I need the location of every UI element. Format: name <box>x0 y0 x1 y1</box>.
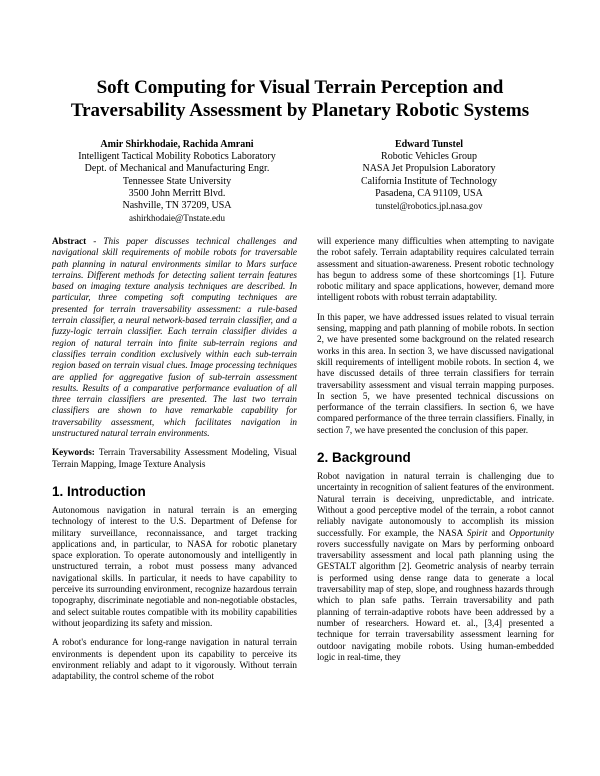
section-heading-background: 2. Background <box>317 450 411 466</box>
keywords-label: Keywords: <box>52 447 95 458</box>
affiliation-line: NASA Jet Propulsion Laboratory <box>362 163 496 175</box>
paragraph: In this paper, we have addressed issues related to visual terrain sensing, mapping and path planning of mobile robots. In section 2, we have presented some background on the related research works in this area. In section 3, we have discussed navigational skill requirements of intelligent mobile robots. In section 4, we have discussed details of three terrain classifiers for terrain traversability assessment and visual terrain mapping purposes. In section 5, we have presented technical discussions on performance of the terrain classifiers. In section 6, we have compared performance of the three terrain classifiers. Finally, in section 7, we have presented the conclusion of this paper. <box>317 311 554 435</box>
paragraph-text: Robot navigation in natural terrain is challenging due to uncertainty in recognition of salient features of the environment. Natural terrain is deceiving, unpredictable, and intricate. Without a good perceptive model of the terrain, a robot cannot reliably navigate autonomously to accomplish its mission successfully. For example, the NASA <box>317 471 555 538</box>
author-name: Edward Tunstel <box>394 139 464 150</box>
abstract-text: - This paper discusses technical challenges and navigational skill requirements of mobile robots for traversable path planning in natural environments similar to Mars surface terrains. Different methods for detecting salient terrain features based on imaging texture analysis techniques are described. In particular, three competing soft computing techniques are presented for terrain traversability assessment: a rule-based terrain classifier, a neural network-based terrain classifier, and a fuzzy-logic terrain classifier. Each terrain classifier divides a region of natural terrain into finite sub-terrain regions and classifies terrain condition exclusively within each sub-terrain region based on terrain visual clues. Image processing techniques are applied for aggregative fusion of sub-terrain assessment results. Results of a comparative performance evaluation of all three terrain classifiers are presented. The last two terrain classifiers are shown to have remarkable capability for traversability assessment, which facilitates navigation in unstructured natural terrain environments. <box>52 236 297 439</box>
author-email: tunstel@robotics.jpl.nasa.gov <box>375 201 483 212</box>
author-name: Amir Shirkhodaie, Rachida Amrani <box>100 139 254 150</box>
author-email: ashirkhodaie@Tnstate.edu <box>128 213 225 224</box>
abstract-label: Abstract <box>52 236 87 246</box>
affiliation-line: Intelligent Tactical Mobility Robotics Laboratory <box>78 151 276 163</box>
paragraph-text: rovers successfully navigate on Mars by performing onboard traversability assessment and local path planning using the GESTALT algorithm [2]. Geometric analysis of nearby terrain is performed using dense range data to generate a local traversability map of step, slope, and roughness hazards through which to plan safe paths. Terrain traversability and path planning of terrain-adaptive robots have been addressed by a number of researchers. Howard et. al., [3,4] presented a technique for terrain traversability assessment learning for outdoor navigating mobile robots. Using human-embedded logic in real-time, they <box>317 538 554 662</box>
author-block-left <box>52 139 302 224</box>
left-column <box>52 236 297 690</box>
rover-name-spirit: Spirit <box>466 527 488 538</box>
abstract <box>52 236 297 439</box>
title-line-1: Soft Computing for Visual Terrain Perception and <box>96 77 504 98</box>
paragraph <box>317 471 554 663</box>
conjunction: and <box>491 527 505 538</box>
paragraph: A robot's endurance for long-range navigation in natural terrain environments is dependent upon its capability to perceive its environment reliably and adapt to it vigorously. Without terrain adaptability, the control scheme of the robot <box>52 637 297 682</box>
affiliation-line: Tennessee State University <box>122 175 232 187</box>
affiliation-line: Nashville, TN 37209, USA <box>122 200 232 212</box>
affiliation-line: California Institute of Technology <box>360 175 498 187</box>
paper-title <box>40 76 560 122</box>
affiliation-line: Dept. of Mechanical and Manufacturing Engr. <box>84 163 270 175</box>
title-line-2: Traversability Assessment by Planetary Robotic Systems <box>70 100 530 121</box>
affiliation-line: Pasadena, CA 91109, USA <box>375 187 483 199</box>
paragraph: Autonomous navigation in natural terrain is an emerging technology of interest to the U.S. Department of Defense for military surveillance, reconnaissance, and target tracking applications and, in particular, to NASA for robotic planetary space exploration. To operate autonomously and intelligently in unstructured terrain, a robot must possess many advanced navigational skills. In particular, it needs to have capability to perceive its surrounding environment, recognize hazardous terrain topography, discriminate negotiable and non-negotiable obstacles, and select suitable routes compatible with its mobility capabilities without jeopardizing its safety and mission. <box>52 504 297 628</box>
section-heading-introduction: 1. Introduction <box>52 483 146 499</box>
rover-name-opportunity: Opportunity <box>509 527 554 538</box>
right-column <box>317 236 554 671</box>
affiliation-line: 3500 John Merritt Blvd. <box>128 187 226 199</box>
paragraph: will experience many difficulties when attempting to navigate the robot safely. Terrain adaptability requires calculated terrain assessment and situation-awareness. Present robotic technology has begun to address some of these shortcomings [1]. Future robotic military and space applications, however, demand more intelligent robots with robust terrain adaptability. <box>317 236 554 303</box>
keywords-text: Terrain Traversability Assessment Modeling, Visual Terrain Mapping, Image Texture Analysis <box>52 447 297 469</box>
author-block-right <box>304 139 554 212</box>
affiliation-line: Robotic Vehicles Group <box>381 151 477 163</box>
keywords <box>52 447 297 470</box>
